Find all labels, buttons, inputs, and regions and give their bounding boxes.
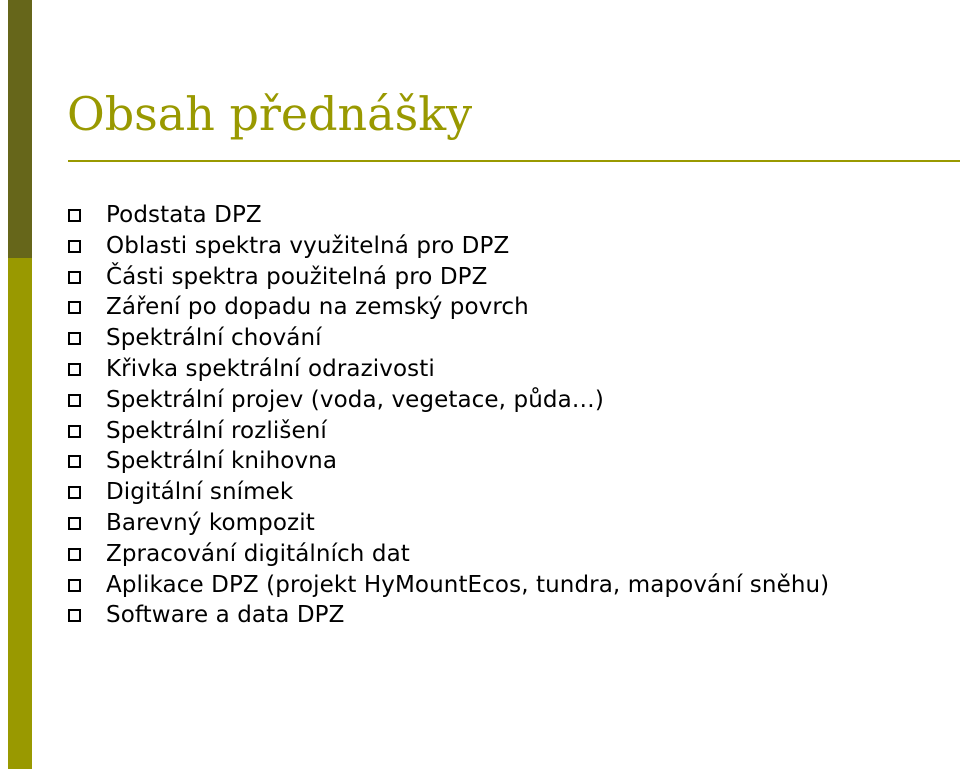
hollow-square-bullet-icon — [68, 455, 81, 468]
bullet-text: Podstata DPZ — [106, 202, 262, 228]
hollow-square-bullet-icon — [68, 486, 81, 499]
bullet-text: Spektrální knihovna — [106, 448, 338, 475]
hollow-square-bullet-icon — [68, 609, 81, 622]
bullet-text: Aplikace DPZ (projekt HyMountEcos, tundra, mapování sněhu) — [106, 571, 830, 598]
bullet-text: Záření po dopadu na zemský povrch — [106, 294, 529, 321]
title-divider — [68, 160, 960, 162]
bullet-text: Zpracování digitálních dat — [106, 540, 410, 567]
hollow-square-bullet-icon — [68, 425, 81, 438]
hollow-square-bullet-icon — [68, 394, 81, 407]
bullet-text: Části spektra použitelná pro DPZ — [106, 263, 488, 290]
hollow-square-bullet-icon — [68, 363, 81, 376]
bullet-text: Spektrální chování — [106, 325, 322, 352]
slide-title: Obsah přednášky — [67, 87, 473, 141]
hollow-square-bullet-icon — [68, 517, 81, 530]
hollow-square-bullet-icon — [68, 332, 81, 345]
hollow-square-bullet-icon — [68, 579, 81, 592]
hollow-square-bullet-icon — [68, 209, 81, 222]
hollow-square-bullet-icon — [68, 271, 81, 284]
hollow-square-bullet-icon — [68, 301, 81, 314]
bullet-text: Oblasti spektra využitelná pro DPZ — [106, 232, 510, 259]
hollow-square-bullet-icon — [68, 240, 81, 253]
bullet-text: Křivka spektrální odrazivosti — [106, 355, 435, 382]
side-accent-bar-dark — [8, 0, 32, 258]
bullet-text: Barevný kompozit — [106, 509, 315, 536]
side-accent-bar-light — [8, 258, 32, 769]
bullet-text: Spektrální rozlišení — [106, 417, 327, 444]
bullet-text: Software a data DPZ — [106, 602, 345, 629]
bullet-text: Spektrální projev (voda, vegetace, půda…) — [106, 386, 604, 413]
bullet-text: Digitální snímek — [106, 479, 294, 506]
hollow-square-bullet-icon — [68, 548, 81, 561]
